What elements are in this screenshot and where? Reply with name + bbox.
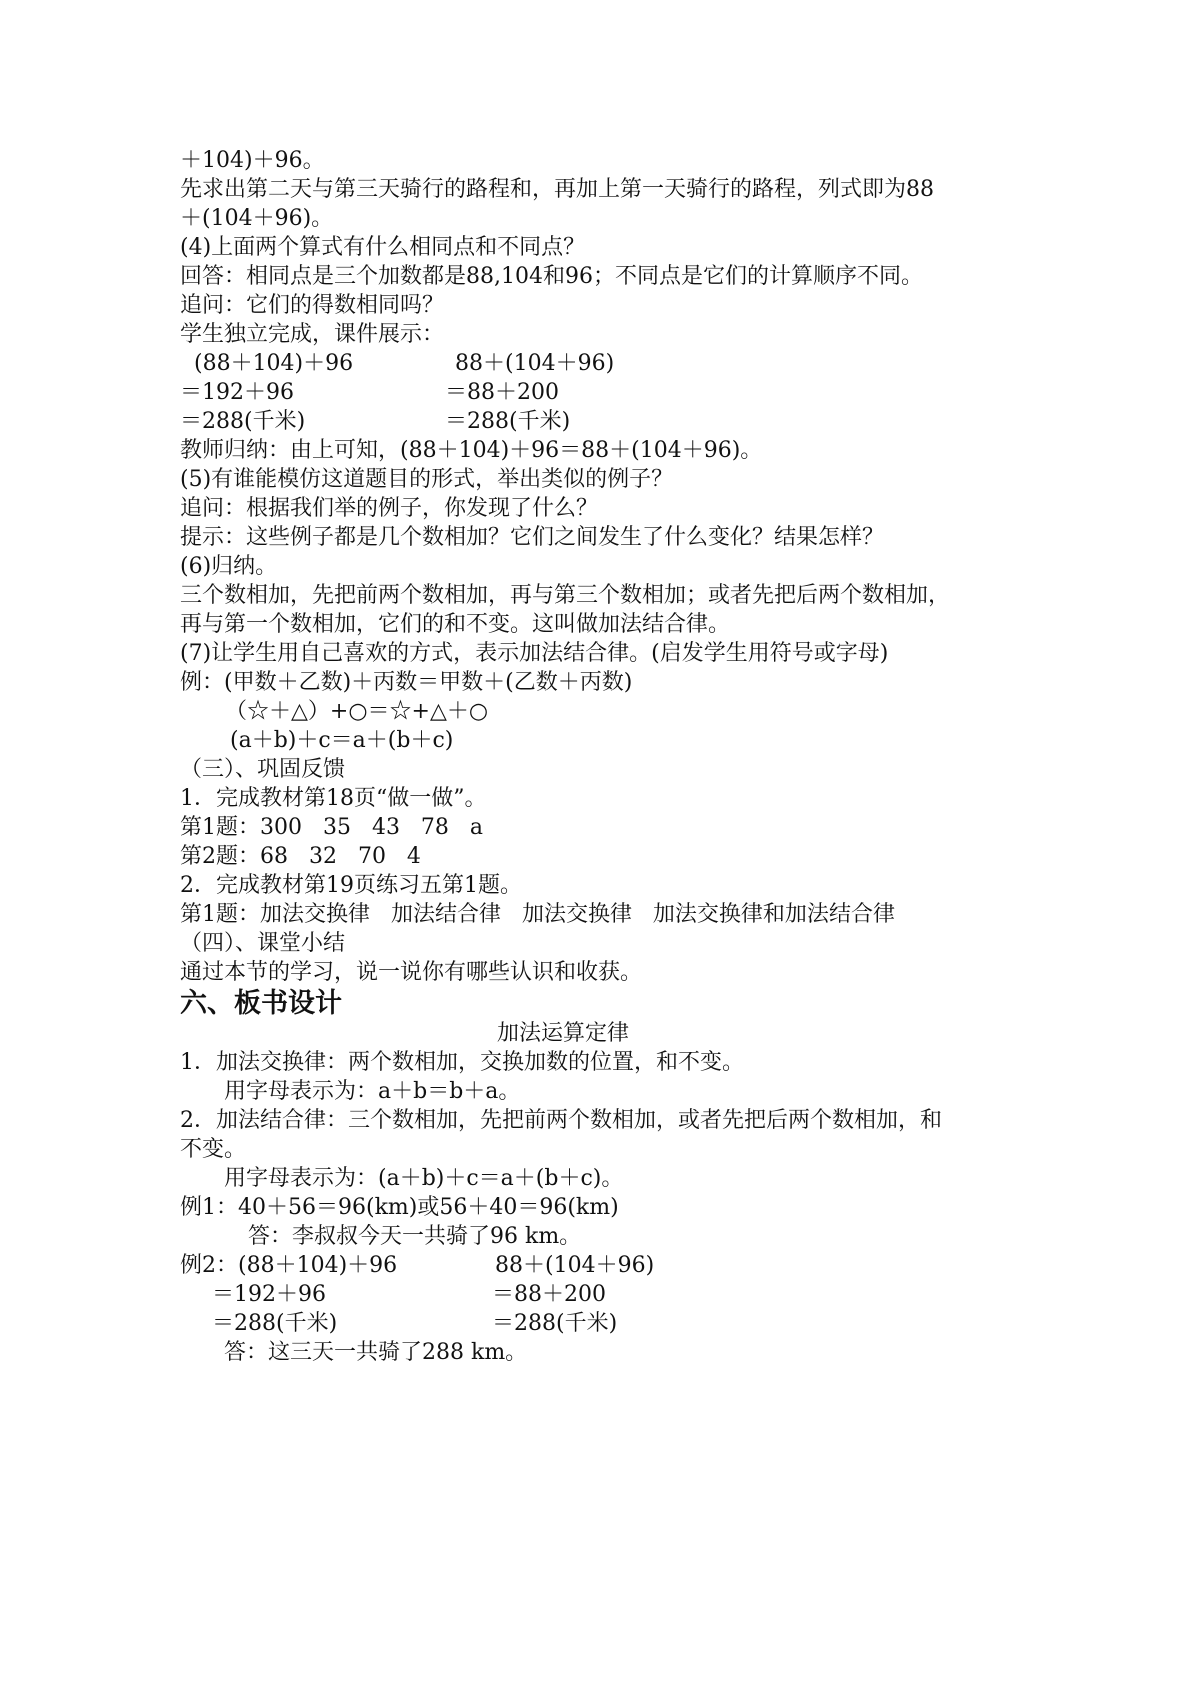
text-line: 再与第一个数相加，它们的和不变。这叫做加法结合律。	[180, 612, 731, 637]
text-line: 用字母表示为：(a＋b)＋c＝a＋(b＋c)。	[224, 1166, 624, 1191]
answer-1: 答：李叔叔今天一共骑了96 km。	[248, 1224, 582, 1249]
text-line: 回答：相同点是三个加数都是88,104和96；不同点是它们的计算顺序不同。	[180, 264, 923, 289]
text-line: 学生独立完成，课件展示：	[180, 322, 445, 347]
question-7: (7)让学生用自己喜欢的方式，表示加法结合律。(启发学生用符号或字母)	[180, 641, 889, 666]
calc-left: ＝192＋96	[180, 380, 294, 405]
calc-right: ＝288(千米)	[445, 409, 571, 434]
question-5: (5)有谁能模仿这道题目的形式，举出类似的例子？	[180, 467, 674, 492]
section-heading: （三）、巩固反馈	[180, 757, 346, 782]
example-2-left: 例2：(88＋104)＋96	[180, 1253, 398, 1278]
calc-left: ＝288(千米)	[212, 1311, 338, 1336]
text-line: 1．加法交换律：两个数相加，交换加数的位置，和不变。	[180, 1050, 744, 1075]
calc-right: 88＋(104＋96)	[455, 351, 615, 376]
question-6: (6)归纳。	[180, 554, 278, 579]
text-line: 通过本节的学习，说一说你有哪些认识和收获。	[180, 960, 643, 985]
text-line: 第1题：加法交换律 加法结合律 加法交换律 加法交换律和加法结合律	[180, 902, 895, 927]
text-line: 用字母表示为：a＋b＝b＋a。	[224, 1079, 521, 1104]
text-line: 第2题：68 32 70 4	[180, 844, 421, 869]
text-line: 例：(甲数＋乙数)＋丙数＝甲数＋(乙数＋丙数)	[180, 670, 633, 695]
calc-left: ＝192＋96	[212, 1282, 326, 1307]
calc-right: ＝288(千米)	[492, 1311, 618, 1336]
calc-right: ＝88＋200	[492, 1282, 606, 1307]
heading-board-design: 六、板书设计	[180, 988, 342, 1019]
text-line: ＋104)＋96。	[180, 148, 325, 173]
symbol-example: （☆＋△）+○＝☆+△＋○	[225, 699, 489, 724]
calc-left: (88＋104)＋96	[180, 351, 354, 376]
text-line: 追问：根据我们举的例子，你发现了什么？	[180, 496, 599, 521]
example-1: 例1：40＋56＝96(km)或56＋40＝96(km)	[180, 1195, 619, 1220]
text-line: 提示：这些例子都是几个数相加？它们之间发生了什么变化？结果怎样？	[180, 525, 885, 550]
text-line: 不变。	[180, 1137, 247, 1162]
section-heading: （四）、课堂小结	[180, 931, 346, 956]
text-line: 第1题：300 35 43 78 a	[180, 815, 484, 840]
answer-2: 答：这三天一共骑了288 km。	[224, 1340, 528, 1365]
example-2-right: 88＋(104＋96)	[495, 1253, 655, 1278]
text-line: 2．加法结合律：三个数相加，先把前两个数相加，或者先把后两个数相加，和	[180, 1108, 942, 1133]
text-line: 2．完成教材第19页练习五第1题。	[180, 873, 522, 898]
text-line: 教师归纳：由上可知，(88＋104)＋96＝88＋(104＋96)。	[180, 438, 763, 463]
text-line: ＋(104＋96)。	[180, 206, 334, 231]
text-line: 追问：它们的得数相同吗？	[180, 293, 445, 318]
calc-left: ＝288(千米)	[180, 409, 306, 434]
calc-right: ＝88＋200	[445, 380, 559, 405]
letter-example: (a＋b)＋c＝a＋(b＋c)	[230, 728, 454, 753]
text-line: 1．完成教材第18页“做一做”。	[180, 786, 487, 811]
board-title: 加法运算定律	[497, 1021, 630, 1046]
text-line: 三个数相加，先把前两个数相加，再与第三个数相加；或者先把后两个数相加，	[180, 583, 951, 608]
question-4: (4)上面两个算式有什么相同点和不同点？	[180, 235, 586, 260]
text-line: 先求出第二天与第三天骑行的路程和，再加上第一天骑行的路程，列式即为88	[180, 177, 934, 202]
